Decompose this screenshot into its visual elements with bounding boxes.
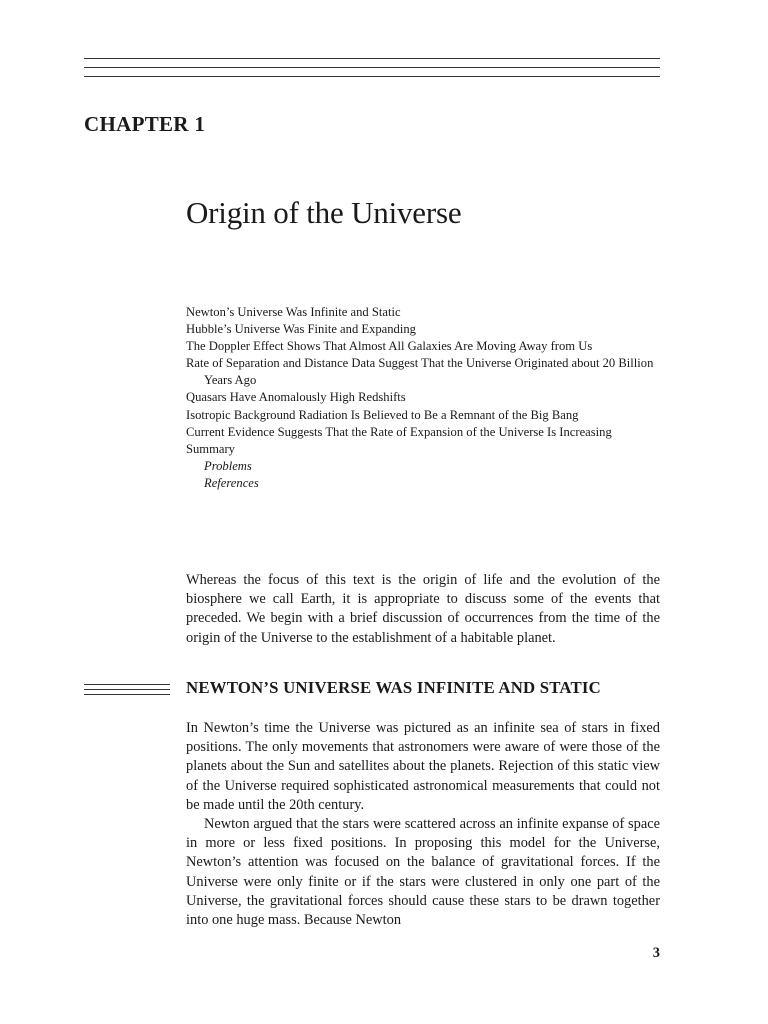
toc-item: Quasars Have Anomalously High Redshifts — [186, 390, 406, 405]
toc-item: Hubble’s Universe Was Finite and Expanding — [186, 322, 416, 337]
chapter-title: Origin of the Universe — [186, 195, 462, 230]
section-body — [186, 719, 660, 930]
intro-paragraph: Whereas the focus of this text is the origin of life and the evolution of the biosphere we call Earth, it is appropriate to discuss some of the events that preceded. We begin with a brief discussion of occurrences from the time of the origin of the Universe to the establishment of a habitable planet. — [186, 572, 660, 646]
header-rule-middle — [84, 67, 660, 68]
header-rule-bottom — [84, 76, 660, 77]
chapter-contents-list — [186, 304, 666, 492]
body-paragraph: Newton argued that the stars were scattered across an infinite expanse of space in more or less fixed positions. In proposing this model for the Universe, Newton’s attention was focused on the balance of gravitational forces. If the Universe were only finite or if the stars were clustered in only one part of the Universe, the gravitational forces should cause these stars to be drawn together into one huge mass. Because Newton — [186, 816, 660, 929]
toc-subitem: Problems — [204, 458, 252, 473]
toc-item-continuation: Years Ago — [204, 373, 257, 388]
toc-subitem: References — [204, 475, 259, 490]
section-marker-rule — [84, 689, 170, 690]
chapter-label: CHAPTER 1 — [84, 112, 206, 136]
section-marker-rule — [84, 684, 170, 685]
toc-item: Rate of Separation and Distance Data Suggest That the Universe Originated about 20 Billion — [186, 356, 654, 371]
body-paragraph: In Newton’s time the Universe was pictured as an infinite sea of stars in fixed positions. The only movements that astronomers were aware of were those of the planets about the Sun and satellites about the planets. Rejection of this static view of the Universe required sophisticated astronomical measurements that could not be made until the 20th century. — [186, 720, 660, 813]
toc-item: The Doppler Effect Shows That Almost All Galaxies Are Moving Away from Us — [186, 339, 593, 354]
page-number: 3 — [652, 945, 660, 961]
section-heading: NEWTON’S UNIVERSE WAS INFINITE AND STATIC — [186, 678, 601, 697]
toc-item: Isotropic Background Radiation Is Believed to Be a Remnant of the Big Bang — [186, 407, 579, 422]
toc-item: Summary — [186, 441, 235, 456]
header-rule-top — [84, 58, 660, 59]
section-marker-rule — [84, 694, 170, 695]
toc-item: Newton’s Universe Was Infinite and Static — [186, 305, 401, 319]
toc-item: Current Evidence Suggests That the Rate of Expansion of the Universe Is Increasing — [186, 424, 612, 439]
